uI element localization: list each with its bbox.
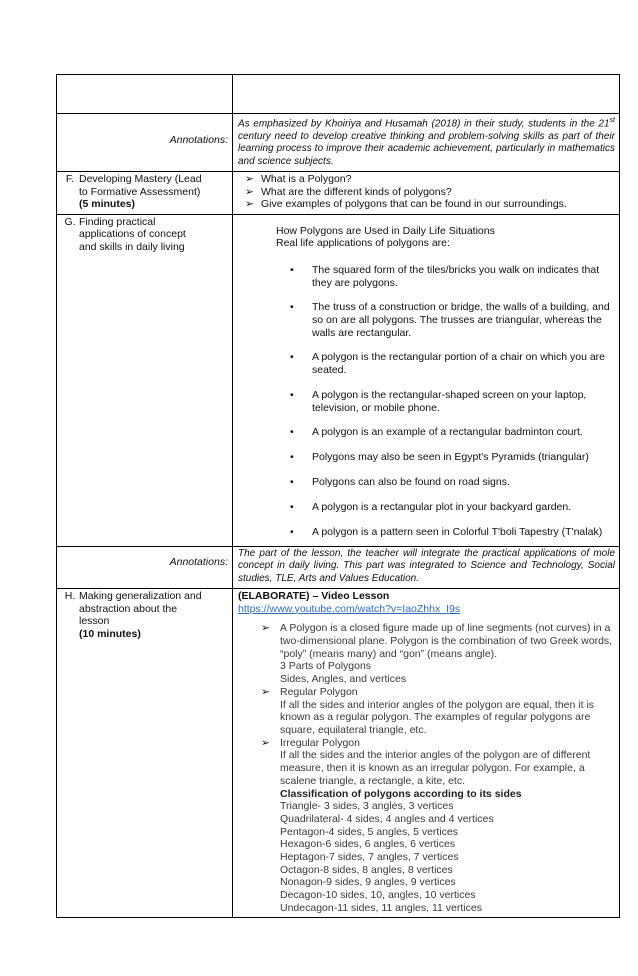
applications-list — [233, 264, 619, 539]
generalization-content: ➢ A Polygon is a closed figure made up of line segments (not curves) in a two-dimensional plane. Polygon is the combination of two Greek words, “poly” (means many) and “gon” (means angle). 3 Parts of Polygons Sides, Angles, and vertices ➢ Regular Polygon If all the sides and interior angles of the polygon are equal, then it is known as a regular polygon. The examples of regular polygons are square, equilateral triangle, etc. ➢ Irregular Polygon If all the sides and the interior angles of the polygon are of different measure, then it is known as an irregular polygon. For example, a scalene triangle, a rectangle, a kite, etc. Classification of polygons according to its sides Triangle- 3 sides, 3 angles, 3 vertices Quadrilateral- 4 sides, 4 angles and 4 vertices Pentagon-4 sides, 5 angles, 5 vertices Hexagon-6 sides, 6 angles, 6 vertices Heptagon-7 sides, 7 angles, 7 vertices Octagon-8 sides, 8 angles, 8 vertices Nonagon-9 sides, 9 angles, 9 vertices Decagon-10 sides, 10, angles, 10 vertices Undecagon-11 sides, 11 angles, 11 vertices — [238, 615, 615, 914]
list-item: • A polygon is an example of a rectangular badminton court. — [312, 426, 611, 439]
section-f-title: F. Developing Mastery (Lead to Formative Assessment) (5 minutes) — [65, 172, 202, 211]
list-item: • The truss of a construction or bridge, the walls of a building, and so on are all polygons. The trusses are triangular, whereas the walls are rectangular. — [312, 301, 611, 339]
list-item: • The squared form of the tiles/bricks you walk on indicates that they are polygons. — [312, 264, 611, 289]
arrowhead-bullet-icon: ➢ — [261, 685, 270, 698]
list-item: • A polygon is the rectangular portion of a chair on which you are seated. — [312, 351, 611, 376]
arrowhead-bullet-icon: ➢ — [245, 172, 254, 185]
section-h-duration: (10 minutes) — [79, 627, 141, 640]
list-item: ➢ A Polygon is a closed figure made up of line segments (not curves) in a two-dimensional plane. Polygon is the combination of two Greek words, “poly” (means many) and “gon” (means angle). — [261, 622, 613, 660]
annotations-label: Annotations: — [169, 134, 228, 146]
arrowhead-bullet-icon: ➢ — [261, 622, 270, 635]
annotation-row-2 — [57, 546, 620, 588]
list-item: ➢ Regular Polygon — [261, 685, 358, 698]
annotation-row-1 — [57, 114, 620, 172]
section-f-questions — [233, 172, 619, 213]
empty-row — [57, 75, 620, 114]
annotations-label: Annotations: — [169, 555, 228, 568]
empty-right-cell — [233, 75, 620, 114]
section-f-row — [57, 171, 620, 214]
section-g-row — [57, 214, 620, 546]
list-item: • Polygons can also be found on road signs. — [312, 476, 611, 489]
list-item: • A polygon is a pattern seen in Colorful T'boli Tapestry (T'nalak) — [312, 526, 611, 539]
video-lesson-link[interactable]: https://www.youtube.com/watch?v=IaoZhhx_I9s — [238, 602, 461, 615]
list-item: ➢ What are the different kinds of polygons? — [245, 185, 452, 198]
section-h-title: H. Making generalization and abstraction about the lesson (10 minutes) — [64, 589, 202, 640]
arrowhead-bullet-icon: ➢ — [261, 736, 270, 749]
section-g-title: G. Finding practical applications of concept and skills in daily living — [64, 215, 186, 253]
list-item: • A polygon is a rectangular plot in your backyard garden. — [312, 501, 611, 514]
list-item: ➢ What is a Polygon? — [245, 172, 352, 185]
arrowhead-bullet-icon: ➢ — [245, 198, 254, 211]
section-f-duration: (5 minutes) — [79, 198, 136, 211]
list-item: • Polygons may also be seen in Egypt's Pyramids (triangular) — [312, 451, 611, 464]
lesson-plan-table — [56, 74, 620, 918]
elaborate-heading: (ELABORATE) – Video Lesson — [238, 589, 390, 602]
empty-left-cell — [57, 75, 233, 114]
section-g-heading: How Polygons are Used in Daily Life Situations Real life applications of polygons are: — [276, 224, 495, 250]
arrowhead-bullet-icon: ➢ — [245, 185, 254, 198]
annotation-text-1: As emphasized by Khoiriya and Husamah (2018) in their study, students in the 21st century need to develop creative thinking and problem-solving skills as part of their learning process to improve their academic achievement, particularly in mathematics and science subjects. — [238, 117, 615, 167]
annotation-text-2: The part of the lesson, the teacher will integrate the practical applications of mole concept in daily living. This part was integrated to Science and Technology, Social studies, TLE, Arts and Values Education. — [238, 547, 615, 584]
lesson-plan-page — [56, 74, 619, 918]
list-item: • A polygon is the rectangular-shaped screen on your laptop, television, or mobile phone. — [312, 389, 611, 414]
list-item: ➢ Give examples of polygons that can be found in our surroundings. — [245, 198, 567, 211]
section-h-row — [57, 588, 620, 917]
classification-heading: Classification of polygons according to its sides — [280, 787, 522, 800]
list-item: ➢ Irregular Polygon — [261, 736, 360, 749]
